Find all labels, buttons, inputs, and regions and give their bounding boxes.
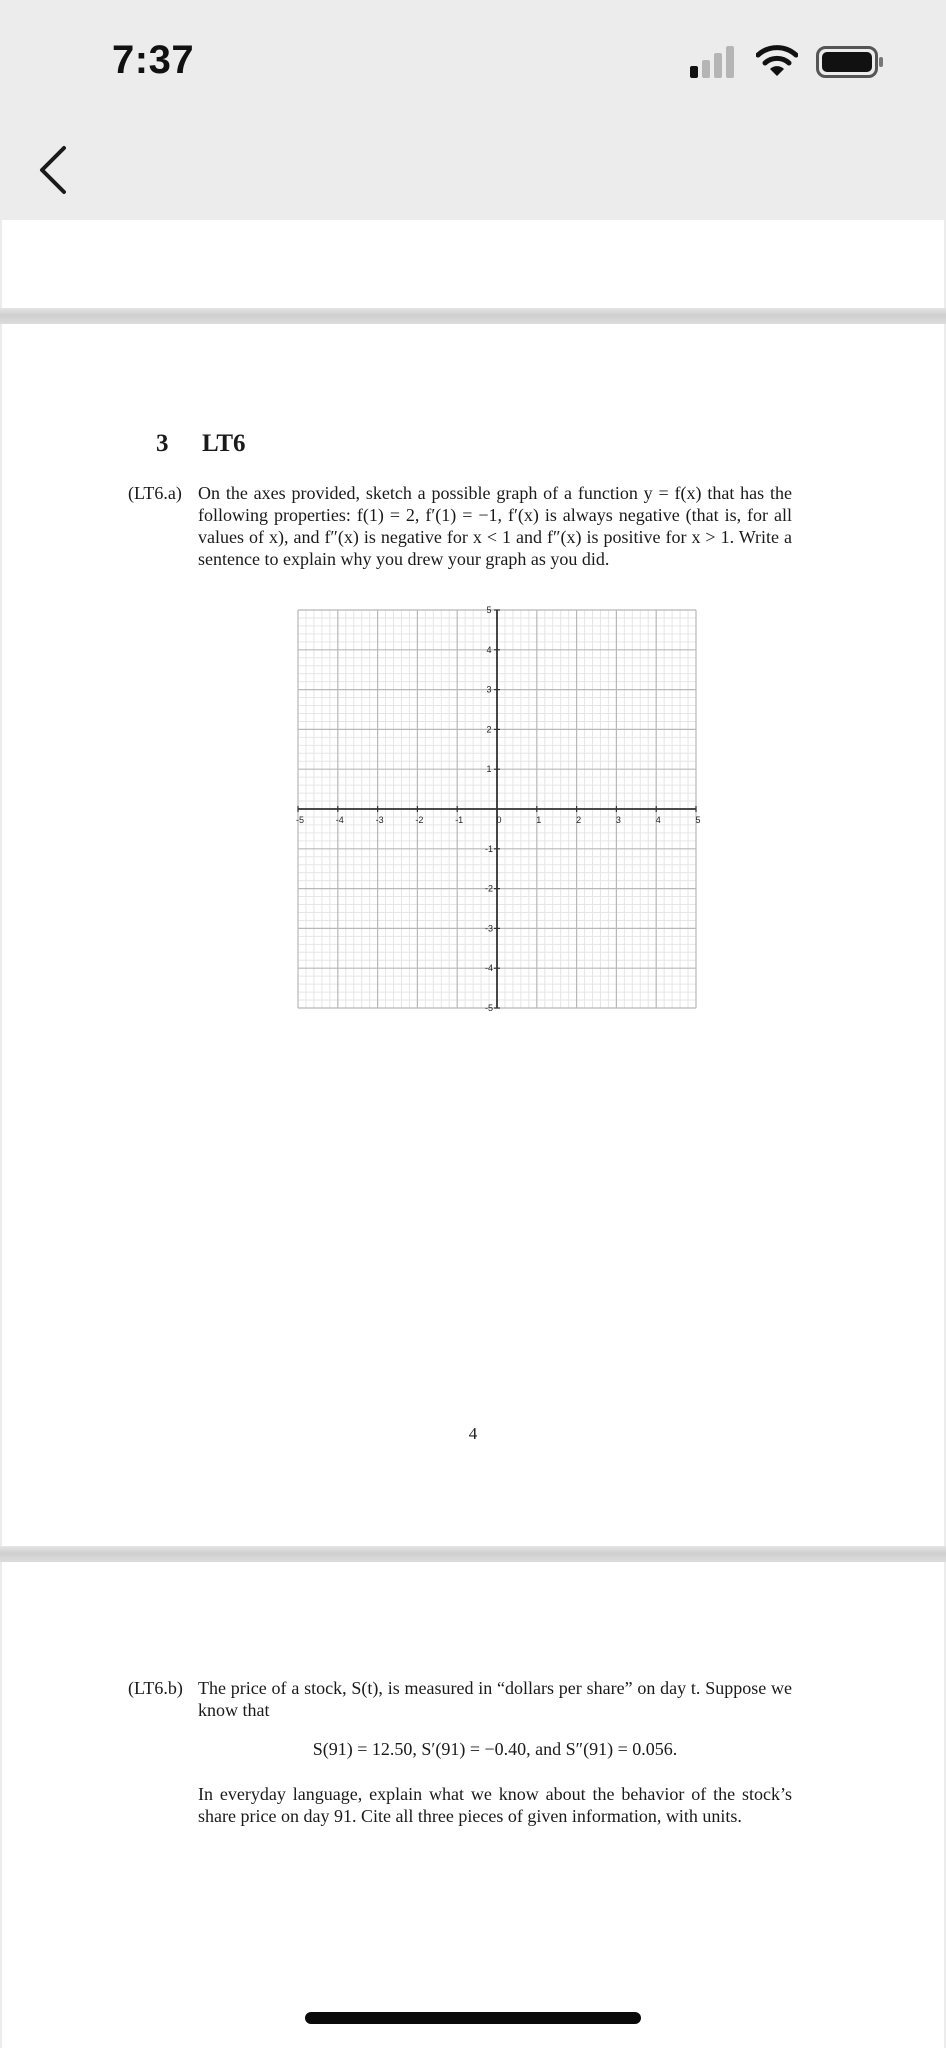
coordinate-grid xyxy=(292,604,702,1014)
x-tick-label: -1 xyxy=(455,815,464,825)
y-tick-label: -3 xyxy=(484,923,494,934)
y-tick-label: -5 xyxy=(484,1003,494,1013)
x-tick-label: -4 xyxy=(335,815,344,825)
x-tick-label: 4 xyxy=(655,815,661,825)
document-page xyxy=(2,1562,944,2048)
problem-text: On the axes provided, sketch a possible graph of a function y = f(x) that has the following properties: f(1) = 2, f′(1) = −1, f′(x) is always negative (that is, for all values of x), and f″(x) is negative for x < 1 and f″(x) is positive for x > 1. Write a sentence to explain why you drew your graph as you did. xyxy=(198,483,792,569)
problem-text: The price of a stock, S(t), is measured in “dollars per share” on day t. Suppose we know that xyxy=(198,1678,792,1720)
y-tick-label: 3 xyxy=(486,684,492,695)
problem-label: (LT6.a) xyxy=(128,483,182,503)
y-tick-label: -4 xyxy=(484,963,494,974)
wifi-icon xyxy=(756,44,798,78)
chevron-left-icon[interactable] xyxy=(28,140,80,200)
display-equation: S(91) = 12.50, S′(91) = −0.40, and S″(91) = 0.056. xyxy=(312,1739,678,1759)
battery-icon xyxy=(816,46,884,78)
status-time: 7:37 xyxy=(112,38,195,82)
y-tick-label: 2 xyxy=(486,724,492,735)
page-number: 4 xyxy=(468,1424,478,1443)
y-tick-label: 4 xyxy=(486,644,492,655)
x-tick-label: 1 xyxy=(536,815,542,825)
x-tick-label: -3 xyxy=(375,815,384,825)
y-tick-label: -1 xyxy=(484,843,494,854)
grid-chart xyxy=(292,604,702,1014)
section-number: 3 xyxy=(156,430,169,457)
x-tick-label: 0 xyxy=(496,815,502,825)
page-divider xyxy=(0,308,946,324)
x-tick-label: 5 xyxy=(695,815,701,825)
page-divider xyxy=(0,1546,946,1562)
x-tick-label: 3 xyxy=(615,815,621,825)
problem-text: In everyday language, explain what we know about the behavior of the stock’s share price on day 91. Cite all three pieces of given information, with units. xyxy=(198,1784,792,1826)
x-tick-label: -5 xyxy=(295,815,305,825)
document-page xyxy=(2,324,944,1546)
section-title: LT6 xyxy=(202,430,246,457)
status-bar xyxy=(0,0,946,120)
y-tick-label: -2 xyxy=(484,883,494,894)
y-tick-label: 5 xyxy=(486,605,492,615)
x-tick-label: 2 xyxy=(576,815,582,825)
y-tick-label: 1 xyxy=(486,764,492,775)
home-indicator[interactable] xyxy=(305,2012,641,2024)
previous-page xyxy=(2,220,944,308)
nav-bar xyxy=(0,120,946,220)
problem-label: (LT6.b) xyxy=(128,1678,183,1698)
cellular-signal-icon xyxy=(690,46,736,78)
x-tick-label: -2 xyxy=(415,815,424,825)
